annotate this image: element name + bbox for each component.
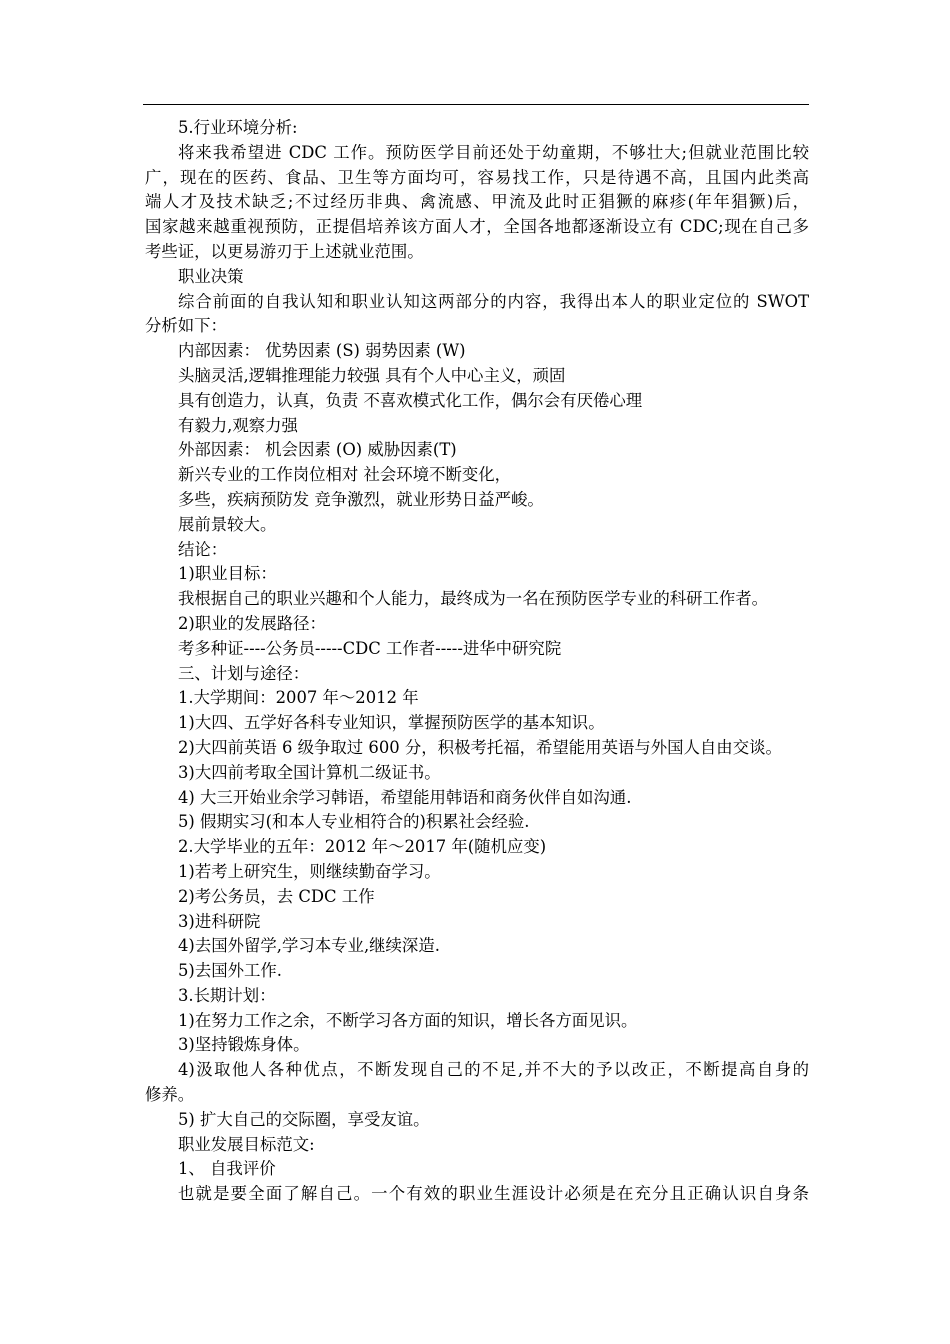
text-line: 4) 大三开始业余学习韩语，希望能用韩语和商务伙伴自如沟通. (178, 787, 632, 807)
text-line: 5) 扩大自己的交际圈，享受友谊。 (178, 1109, 430, 1129)
text-line: 新兴专业的工作岗位相对 社会环境不断变化， (178, 465, 512, 485)
text-line: 4)去国外留学,学习本专业,继续深造. (178, 936, 440, 956)
text-line: 5) 假期实习(和本人专业相符合的)积累社会经验. (178, 812, 530, 832)
text-line: 1)大四、五学好各科专业知识，掌握预防医学的基本知识。 (178, 713, 605, 733)
text-line: 5.行业环境分析: (178, 118, 298, 137)
text-line: 头脑灵活,逻辑推理能力较强 具有个人中心主义，顽固 (178, 365, 566, 385)
text-line: 1)职业目标： (178, 564, 277, 584)
text-line: 职业决策 (178, 266, 244, 286)
text-line: 2.大学毕业的五年：2012 年～2017 年(随机应变) (178, 837, 547, 857)
text-line: 三、计划与途径： (178, 663, 310, 683)
text-line: 1.大学期间：2007 年～2012 年 (178, 688, 419, 708)
text-line: 5)去国外工作. (178, 961, 282, 981)
text-line: 结论： (178, 539, 228, 559)
text-line: 国家越来越重视预防，正提倡培养该方面人才，全国各地都逐渐设立有 CDC;现在自己多 (145, 217, 809, 237)
text-line: 4)汲取他人各种优点，不断发现自己的不足,并不大的予以改正，不断提高自身的 (178, 1060, 809, 1080)
text-line: 端人才及技术缺乏;不过经历非典、禽流感、甲流及此时正猖獗的麻疹(年年猖獗)后， (145, 192, 809, 212)
text-line: 考些证，以更易游刃于上述就业范围。 (145, 241, 424, 261)
header-rule (143, 104, 809, 105)
text-line: 外部因素： 机会因素 (O) 威胁因素(T) (178, 440, 457, 460)
text-line: 职业发展目标范文: (178, 1134, 315, 1154)
text-line: 考多种证----公务员-----CDC 工作者-----进华中研究院 (178, 638, 562, 658)
text-line: 多些，疾病预防发 竞争激烈，就业形势日益严峻。 (178, 489, 544, 509)
text-line: 分析如下： (145, 316, 227, 336)
text-line: 展前景较大。 (178, 514, 277, 534)
text-line: 2)大四前英语 6 级争取过 600 分，积极考托福，希望能用英语与外国人自由交谈。 (178, 737, 782, 757)
text-line: 有毅力,观察力强 (178, 415, 298, 435)
text-line: 3)坚持锻炼身体。 (178, 1035, 310, 1055)
text-line: 修养。 (145, 1085, 195, 1105)
text-line: 3)进科研院 (178, 911, 261, 931)
text-line: 广，现在的医药、食品、卫生等方面均可，容易找工作，只是待遇不高，且国内此类高 (145, 167, 809, 187)
text-line: 2)考公务员，去 CDC 工作 (178, 886, 375, 906)
text-line: 1、 自我评价 (178, 1159, 276, 1179)
text-line: 1)在努力工作之余，不断学习各方面的知识，增长各方面见识。 (178, 1010, 638, 1030)
text-line: 3)大四前考取全国计算机二级证书。 (178, 762, 441, 782)
text-line: 具有创造力，认真，负责 不喜欢模式化工作，偶尔会有厌倦心理 (178, 390, 643, 410)
text-line: 1)若考上研究生，则继续勤奋学习。 (178, 861, 441, 881)
text-line: 2)职业的发展路径： (178, 613, 326, 633)
text-line: 3.长期计划： (178, 985, 276, 1005)
text-line: 将来我希望进 CDC 工作。预防医学目前还处于幼童期，不够壮大;但就业范围比较 (178, 142, 809, 162)
document-body (145, 116, 809, 1207)
text-line: 我根据自己的职业兴趣和个人能力，最终成为一名在预防医学专业的科研工作者。 (178, 589, 769, 609)
text-line: 综合前面的自我认知和职业认知这两部分的内容，我得出本人的职业定位的 SWOT (178, 291, 809, 311)
text-line: 内部因素： 优势因素 (S) 弱势因素 (W) (178, 341, 466, 361)
text-line: 也就是要全面了解自己。一个有效的职业生涯设计必须是在充分且正确认识自身条 (178, 1184, 809, 1204)
